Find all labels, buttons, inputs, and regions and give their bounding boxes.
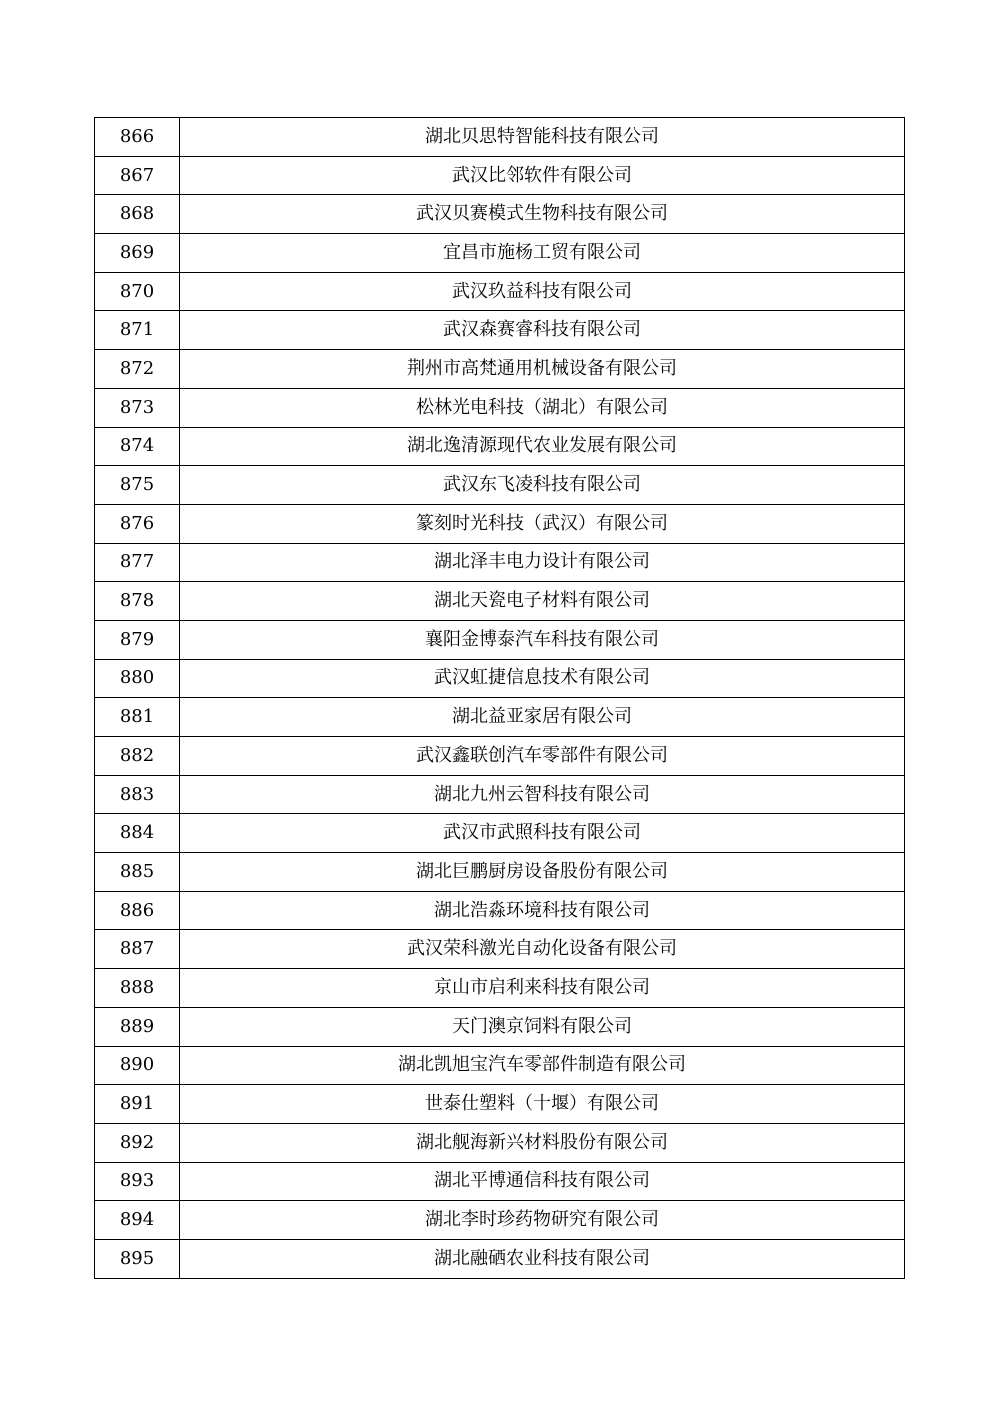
company-name-cell: 荆州市高梵通用机械设备有限公司: [180, 350, 905, 389]
company-name-cell: 湖北天瓷电子材料有限公司: [180, 582, 905, 621]
row-number-cell: 874: [95, 427, 180, 466]
table-row: [95, 853, 905, 892]
company-name-cell: 武汉森赛睿科技有限公司: [180, 311, 905, 350]
company-name-cell: 湖北浩淼环境科技有限公司: [180, 891, 905, 930]
company-name-cell: 武汉比邻软件有限公司: [180, 156, 905, 195]
row-number-cell: 871: [95, 311, 180, 350]
table-row: [95, 272, 905, 311]
table-row: [95, 698, 905, 737]
company-name-cell: 武汉虹捷信息技术有限公司: [180, 659, 905, 698]
row-number-cell: 894: [95, 1201, 180, 1240]
company-name-cell: 世泰仕塑料（十堰）有限公司: [180, 1085, 905, 1124]
row-number-cell: 889: [95, 1007, 180, 1046]
row-number-cell: 884: [95, 814, 180, 853]
company-name-cell: 篆刻时光科技（武汉）有限公司: [180, 504, 905, 543]
company-name-cell: 湖北李时珍药物研究有限公司: [180, 1201, 905, 1240]
company-name-cell: 京山市启利来科技有限公司: [180, 969, 905, 1008]
row-number-cell: 878: [95, 582, 180, 621]
table-row: [95, 1046, 905, 1085]
table-row: [95, 1007, 905, 1046]
row-number-cell: 881: [95, 698, 180, 737]
row-number-cell: 877: [95, 543, 180, 582]
company-name-cell: 湖北平博通信科技有限公司: [180, 1162, 905, 1201]
table-row: [95, 543, 905, 582]
company-name-cell: 松林光电科技（湖北）有限公司: [180, 388, 905, 427]
row-number-cell: 875: [95, 466, 180, 505]
company-name-cell: 天门澳京饲料有限公司: [180, 1007, 905, 1046]
company-name-cell: 湖北泽丰电力设计有限公司: [180, 543, 905, 582]
row-number-cell: 873: [95, 388, 180, 427]
company-name-cell: 湖北逸清源现代农业发展有限公司: [180, 427, 905, 466]
company-name-cell: 武汉市武照科技有限公司: [180, 814, 905, 853]
table-row: [95, 466, 905, 505]
table-row: [95, 891, 905, 930]
table-row: [95, 969, 905, 1008]
table-row: [95, 195, 905, 234]
table-row: [95, 388, 905, 427]
company-list-table: [94, 117, 905, 1279]
row-number-cell: 888: [95, 969, 180, 1008]
table-row: [95, 311, 905, 350]
table-row: [95, 930, 905, 969]
row-number-cell: 882: [95, 737, 180, 776]
table-row: [95, 234, 905, 273]
row-number-cell: 891: [95, 1085, 180, 1124]
company-name-cell: 湖北凯旭宝汽车零部件制造有限公司: [180, 1046, 905, 1085]
row-number-cell: 866: [95, 118, 180, 157]
company-name-cell: 湖北巨鹏厨房设备股份有限公司: [180, 853, 905, 892]
company-name-cell: 湖北九州云智科技有限公司: [180, 775, 905, 814]
table-row: [95, 504, 905, 543]
row-number-cell: 869: [95, 234, 180, 273]
company-name-cell: 武汉贝赛模式生物科技有限公司: [180, 195, 905, 234]
table-row: [95, 118, 905, 157]
row-number-cell: 876: [95, 504, 180, 543]
table-row: [95, 350, 905, 389]
company-name-cell: 武汉东飞凌科技有限公司: [180, 466, 905, 505]
row-number-cell: 870: [95, 272, 180, 311]
table-row: [95, 620, 905, 659]
row-number-cell: 868: [95, 195, 180, 234]
table-row: [95, 427, 905, 466]
company-name-cell: 武汉玖益科技有限公司: [180, 272, 905, 311]
row-number-cell: 890: [95, 1046, 180, 1085]
company-name-cell: 武汉荣科激光自动化设备有限公司: [180, 930, 905, 969]
table-row: [95, 156, 905, 195]
table-row: [95, 582, 905, 621]
row-number-cell: 885: [95, 853, 180, 892]
row-number-cell: 880: [95, 659, 180, 698]
table-row: [95, 1201, 905, 1240]
company-name-cell: 宜昌市施杨工贸有限公司: [180, 234, 905, 273]
company-name-cell: 湖北融硒农业科技有限公司: [180, 1239, 905, 1278]
row-number-cell: 872: [95, 350, 180, 389]
row-number-cell: 895: [95, 1239, 180, 1278]
table-row: [95, 659, 905, 698]
row-number-cell: 886: [95, 891, 180, 930]
row-number-cell: 893: [95, 1162, 180, 1201]
row-number-cell: 892: [95, 1123, 180, 1162]
table-row: [95, 1239, 905, 1278]
table-row: [95, 1085, 905, 1124]
company-name-cell: 湖北舰海新兴材料股份有限公司: [180, 1123, 905, 1162]
company-name-cell: 湖北贝思特智能科技有限公司: [180, 118, 905, 157]
row-number-cell: 867: [95, 156, 180, 195]
row-number-cell: 883: [95, 775, 180, 814]
table-row: [95, 775, 905, 814]
company-name-cell: 湖北益亚家居有限公司: [180, 698, 905, 737]
table-row: [95, 814, 905, 853]
table-row: [95, 1123, 905, 1162]
company-name-cell: 武汉鑫联创汽车零部件有限公司: [180, 737, 905, 776]
table-body: [95, 118, 905, 1279]
row-number-cell: 879: [95, 620, 180, 659]
table-row: [95, 737, 905, 776]
table-row: [95, 1162, 905, 1201]
company-name-cell: 襄阳金博泰汽车科技有限公司: [180, 620, 905, 659]
row-number-cell: 887: [95, 930, 180, 969]
